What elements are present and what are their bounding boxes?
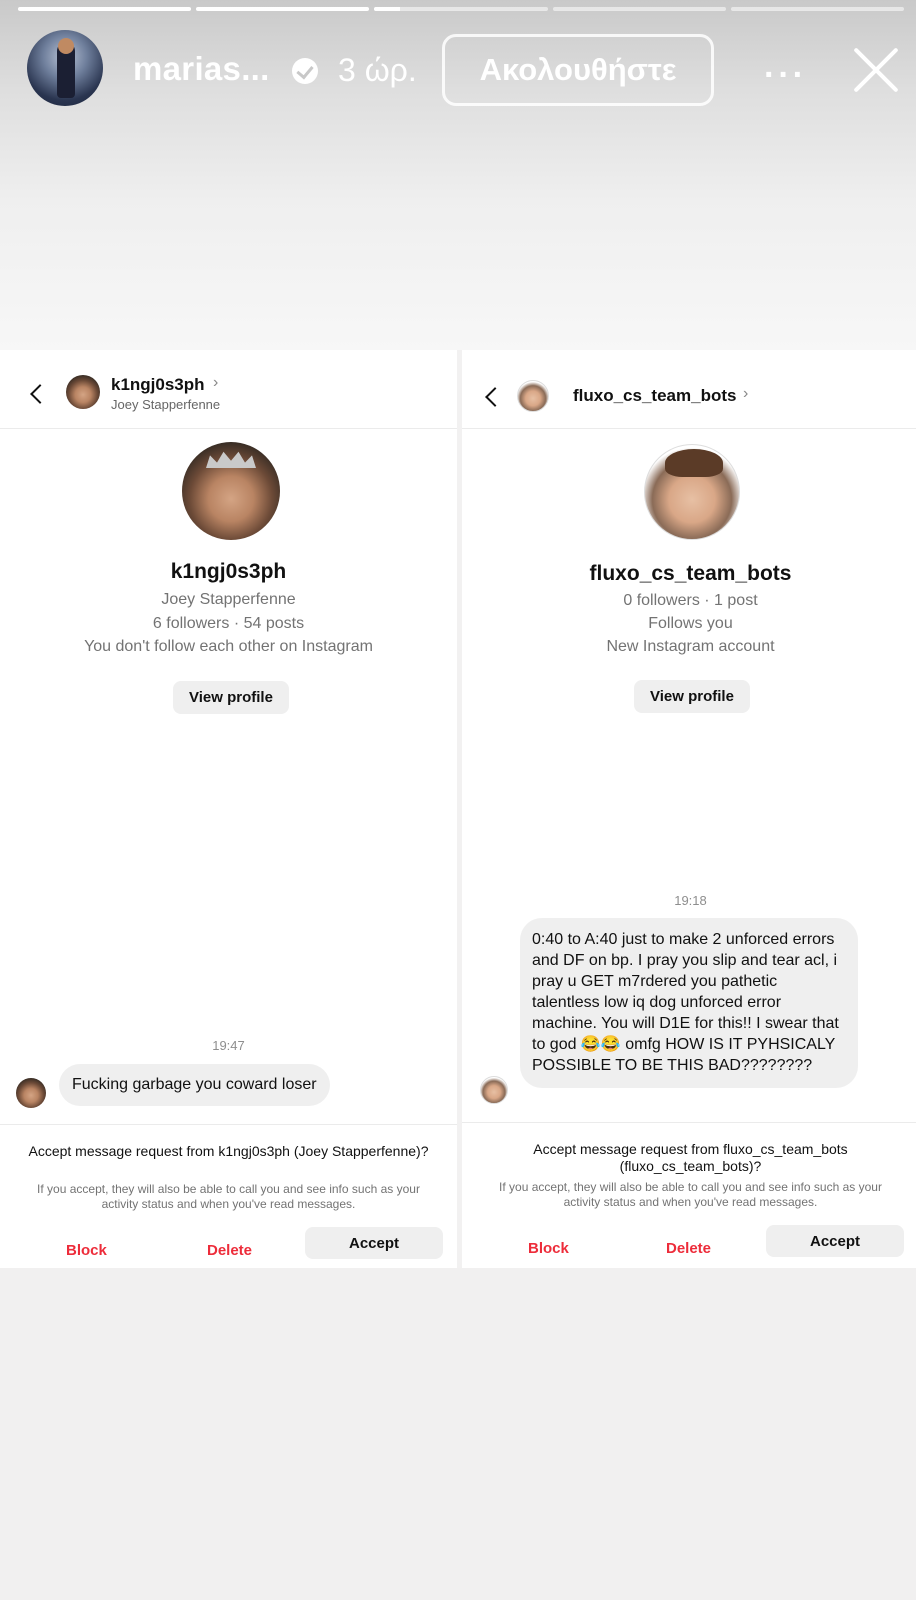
divider xyxy=(0,1124,457,1125)
message-bubble[interactable]: Fucking garbage you coward loser xyxy=(59,1064,330,1106)
divider xyxy=(462,1122,916,1123)
story-progress-bar xyxy=(18,7,904,12)
message-timestamp: 19:47 xyxy=(212,1038,245,1053)
profile-avatar[interactable] xyxy=(644,444,740,540)
back-chevron-icon[interactable] xyxy=(30,384,50,404)
profile-stats: 6 followers · 54 posts xyxy=(152,615,305,632)
divider xyxy=(462,428,916,429)
chevron-right-icon: › xyxy=(213,374,219,391)
message-bubble[interactable]: 0:40 to A:40 just to make 2 unforced errors and DF on bp. I pray you slip and tear acl, i pray u GET m7rdered you pathetic talentless low iq dog unforced error machine. You will D1E for this!! I swear that to god 😂😂 omfg HOW IS IT PYHSICALY POSSIBLE TO BE THIS BAD???????? xyxy=(520,918,858,1088)
view-profile-button[interactable]: View profile xyxy=(634,680,750,713)
chevron-right-icon: › xyxy=(743,385,749,402)
right-screenshot-panel xyxy=(462,350,916,1268)
sender-avatar[interactable] xyxy=(16,1078,46,1108)
request-title: Accept message request from k1ngj0s3ph (Joey Stapperfenne)? xyxy=(28,1143,429,1159)
delete-button[interactable]: Delete xyxy=(207,1242,253,1259)
sender-avatar[interactable] xyxy=(480,1076,508,1104)
block-button[interactable]: Block xyxy=(528,1240,569,1257)
story-timestamp: 3 ώρ. xyxy=(338,52,417,88)
progress-segment xyxy=(553,7,726,11)
progress-segment-current xyxy=(374,7,547,11)
request-info: If you accept, they will also be able to call you and see info such as your activity status and when you've read messages. xyxy=(37,1182,420,1211)
left-screenshot-panel xyxy=(0,350,457,1268)
request-title: Accept message request from fluxo_cs_team_bots (fluxo_cs_team_bots)? xyxy=(533,1141,848,1174)
message-timestamp: 19:18 xyxy=(674,893,707,908)
request-info: If you accept, they will also be able to call you and see info such as your activity status and when you've read messages. xyxy=(499,1180,882,1209)
accept-button[interactable]: Accept xyxy=(766,1225,904,1257)
progress-segment xyxy=(18,7,191,11)
header-avatar[interactable] xyxy=(66,375,100,409)
profile-username: fluxo_cs_team_bots xyxy=(589,562,792,585)
story-bottom-area xyxy=(0,1268,916,1600)
verified-badge-icon xyxy=(292,58,318,84)
follow-button[interactable]: Ακολουθήστε xyxy=(442,34,714,106)
delete-button[interactable]: Delete xyxy=(666,1240,712,1257)
story-author-avatar[interactable] xyxy=(27,30,103,106)
divider xyxy=(0,428,457,429)
profile-stats: 0 followers · 1 post xyxy=(623,592,758,609)
close-icon[interactable] xyxy=(852,46,900,94)
profile-follows: Follows you xyxy=(648,615,733,632)
progress-segment xyxy=(731,7,904,11)
accept-button[interactable]: Accept xyxy=(305,1227,443,1259)
more-options-icon[interactable]: ··· xyxy=(764,56,807,94)
header-username[interactable]: k1ngj0s3ph xyxy=(111,375,205,394)
back-chevron-icon[interactable] xyxy=(485,387,505,407)
profile-avatar[interactable] xyxy=(182,442,280,540)
header-subtitle: Joey Stapperfenne xyxy=(111,397,221,412)
block-button[interactable]: Block xyxy=(66,1242,107,1259)
profile-full-name: Joey Stapperfenne xyxy=(161,591,296,608)
profile-relation: You don't follow each other on Instagram xyxy=(84,638,373,655)
view-profile-button[interactable]: View profile xyxy=(173,681,289,714)
progress-segment xyxy=(196,7,369,11)
header-username[interactable]: fluxo_cs_team_bots xyxy=(573,386,737,405)
story-author-username[interactable]: marias... xyxy=(133,50,270,87)
profile-note: New Instagram account xyxy=(606,638,775,655)
profile-username: k1ngj0s3ph xyxy=(170,560,287,583)
header-avatar[interactable] xyxy=(517,380,549,412)
